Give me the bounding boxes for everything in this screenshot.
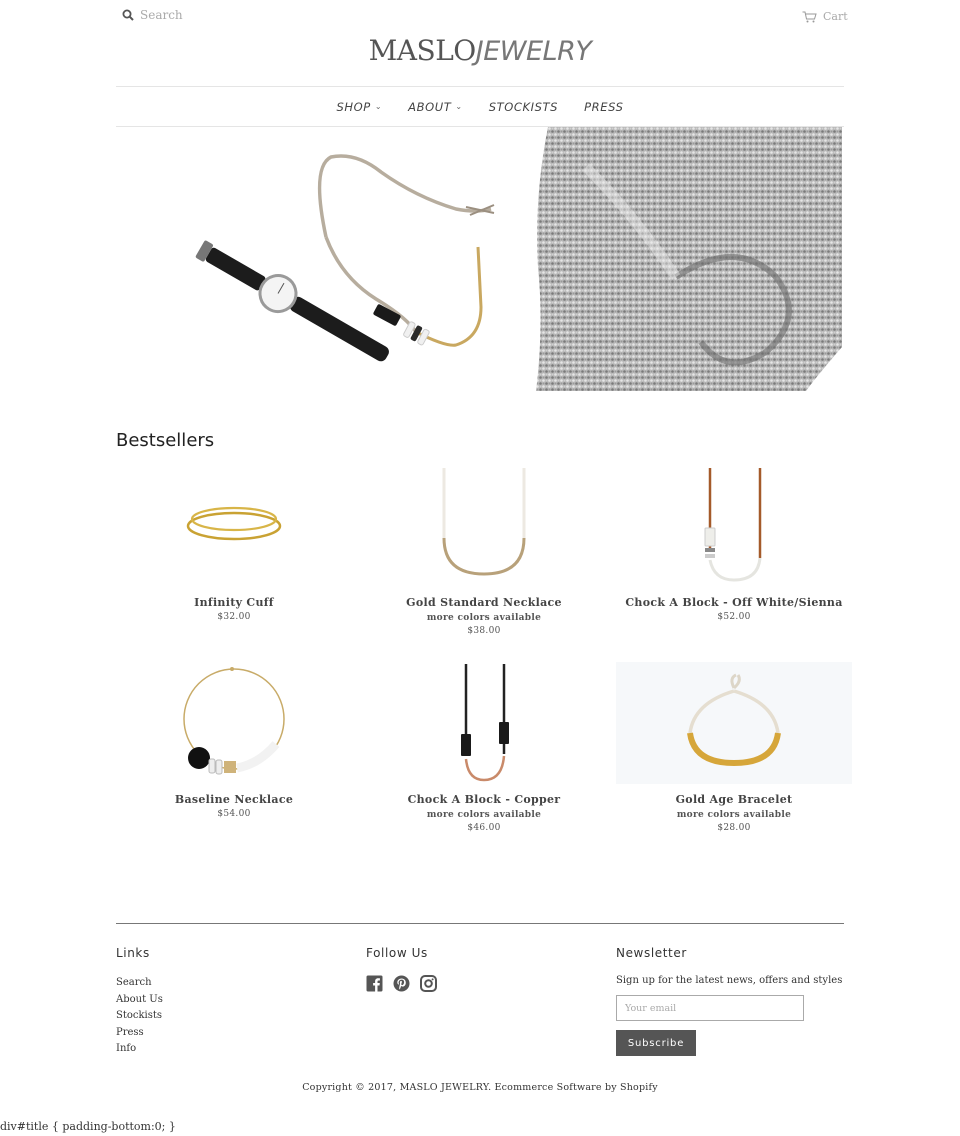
footer-links-column bbox=[116, 946, 163, 1058]
site-logo[interactable] bbox=[0, 34, 960, 67]
product-more-colors: more colors available bbox=[426, 810, 542, 820]
product-price: $46.00 bbox=[467, 823, 501, 833]
logo-text-maslo: MASLO bbox=[368, 34, 476, 67]
product-price: $54.00 bbox=[217, 809, 251, 819]
hero-image[interactable] bbox=[116, 127, 844, 391]
copyright-text: Copyright © 2017, MASLO JEWELRY. Ecommerce Software by Shopify bbox=[302, 1082, 658, 1093]
pinterest-icon[interactable] bbox=[393, 975, 410, 992]
product-card[interactable] bbox=[366, 662, 602, 833]
footer-link-search[interactable]: Search bbox=[116, 977, 152, 988]
search-input[interactable] bbox=[140, 8, 260, 22]
product-price: $28.00 bbox=[717, 823, 751, 833]
facebook-icon[interactable] bbox=[366, 975, 383, 992]
footer-follow-column bbox=[366, 946, 437, 992]
product-image-baseline-necklace[interactable] bbox=[116, 662, 352, 784]
nav-about-label: ABOUT bbox=[408, 99, 452, 114]
product-name[interactable]: Baseline Necklace bbox=[174, 793, 294, 806]
newsletter-email-input[interactable] bbox=[616, 995, 804, 1021]
instagram-icon[interactable] bbox=[420, 975, 437, 992]
main-nav bbox=[116, 86, 844, 127]
section-title-bestsellers: Bestsellers bbox=[116, 430, 215, 451]
product-price: $52.00 bbox=[717, 612, 751, 622]
product-more-colors: more colors available bbox=[426, 613, 542, 623]
nav-shop[interactable] bbox=[337, 100, 383, 114]
subscribe-button[interactable]: Subscribe bbox=[616, 1030, 696, 1056]
footer-newsletter-title: Newsletter bbox=[616, 946, 687, 960]
cart-link[interactable] bbox=[802, 10, 848, 23]
chevron-down-icon: ⌄ bbox=[374, 102, 383, 111]
footer-follow-title: Follow Us bbox=[366, 946, 428, 960]
product-image-gold-standard-necklace[interactable] bbox=[366, 465, 602, 587]
footer-newsletter-column bbox=[616, 946, 842, 1056]
nav-about[interactable] bbox=[408, 100, 463, 114]
product-image-chock-a-block-off-white-sienna[interactable] bbox=[616, 465, 852, 587]
nav-stockists-label: STOCKISTS bbox=[488, 99, 559, 114]
logo-text-jewelry: JEWELRY bbox=[475, 36, 592, 67]
product-card[interactable] bbox=[616, 662, 852, 833]
product-name[interactable]: Infinity Cuff bbox=[194, 596, 274, 609]
nav-press-label: PRESS bbox=[584, 99, 624, 114]
product-card[interactable] bbox=[366, 465, 602, 636]
newsletter-description: Sign up for the latest news, offers and styles bbox=[616, 975, 843, 986]
product-card[interactable] bbox=[116, 465, 352, 622]
product-card[interactable] bbox=[116, 662, 352, 819]
chevron-down-icon: ⌄ bbox=[455, 102, 463, 111]
nav-shop-label: SHOP bbox=[336, 99, 371, 114]
product-price: $32.00 bbox=[217, 612, 251, 622]
footer-link-about-us[interactable]: About Us bbox=[116, 993, 163, 1005]
footer-link-info[interactable]: Info bbox=[116, 1043, 137, 1054]
search-icon[interactable] bbox=[122, 9, 134, 21]
debug-css-text: div#title { padding-bottom:0; } bbox=[0, 1120, 176, 1133]
product-more-colors: more colors available bbox=[676, 810, 792, 820]
product-image-infinity-cuff[interactable] bbox=[116, 465, 352, 587]
product-name[interactable]: Chock A Block - Off White/Sienna bbox=[625, 596, 843, 609]
nav-press[interactable] bbox=[584, 100, 623, 114]
footer-links-title: Links bbox=[116, 946, 150, 960]
product-name[interactable]: Gold Age Bracelet bbox=[675, 793, 793, 806]
product-price: $38.00 bbox=[467, 626, 501, 636]
product-card[interactable] bbox=[616, 465, 852, 622]
cart-icon bbox=[802, 11, 817, 23]
footer-link-press[interactable]: Press bbox=[116, 1026, 144, 1038]
nav-stockists[interactable] bbox=[489, 100, 558, 114]
footer-link-stockists[interactable]: Stockists bbox=[116, 1010, 163, 1021]
cart-label: Cart bbox=[823, 10, 848, 23]
product-name[interactable]: Chock A Block - Copper bbox=[407, 793, 561, 806]
product-image-gold-age-bracelet[interactable] bbox=[616, 662, 852, 784]
footer-divider bbox=[116, 923, 844, 924]
product-name[interactable]: Gold Standard Necklace bbox=[406, 596, 562, 609]
product-image-chock-a-block-copper[interactable] bbox=[366, 662, 602, 784]
search-form[interactable] bbox=[122, 8, 260, 22]
